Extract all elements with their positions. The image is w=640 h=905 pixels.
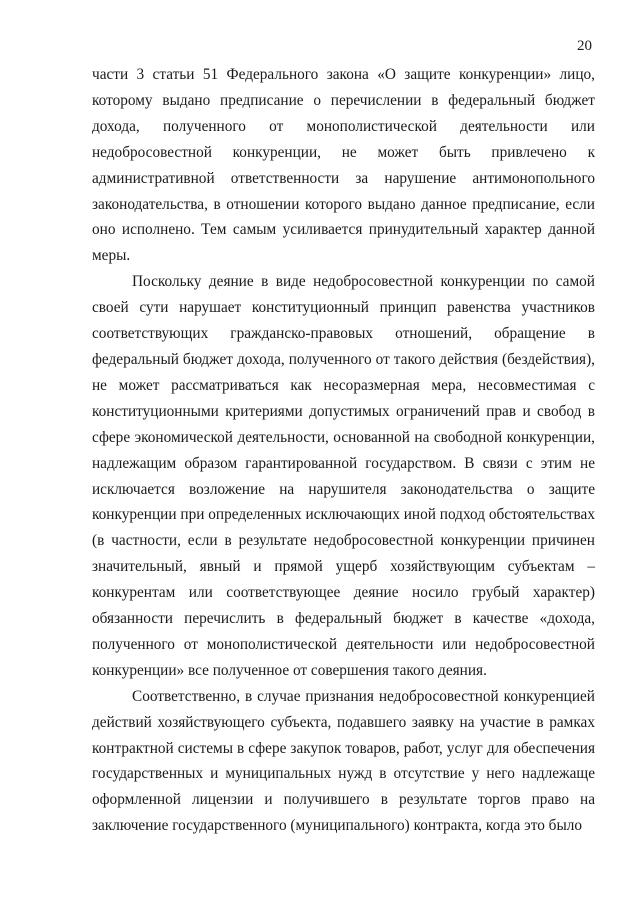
paragraph-continuation: части 3 статьи 51 Федерального закона «О защите конкуренции» лицо, которому выдано предписание о перечислении в федеральный бюджет дохода, полученного от монополистической деятельности или недобросовестной конкуренции, не может быть привлечено к административной ответственности за нарушение антимонопольного законодательства, в отношении которого выдано данное предписание, если оно исполнено. Тем самым усиливается принудительный характер данной меры. xyxy=(92,66,595,265)
paragraph: Соответственно, в случае признания недобросовестной конкуренцией действий хозяйствующего субъекта, подавшего заявку на участие в рамках контрактной системы в сфере закупок товаров, работ, услуг для обеспечения государственных и муниципальных нужд в отсутствие у него надлежаще оформленной лицензии и получившего в результате торгов право на заключение государственного (муниципального) контракта, когда это было xyxy=(92,687,595,835)
paragraph: Поскольку деяние в виде недобросовестной конкуренции по самой своей сути нарушает конституционный принцип равенства участников соответствующих гражданско-правовых отношений, обращение в федеральный бюджет дохода, полученного от такого действия (бездействия), не может рассматриваться как несоразмерная мера, несовместимая с конституционными критериями допустимых ограничений прав и свобод в сфере экономической деятельности, основанной на свободной конкуренции, надлежащим образом гарантированной государством. В связи с этим не исключается возложение на нарушителя законодательства о защите конкуренции при определенных исключающих иной подход обстоятельствах (в частности, если в результате недобросовестной конкуренции причинен значительный, явный и прямой ущерб хозяйствующим субъектам – конкурентам или соответствующее деяние носило грубый характер) обязанности перечислить в федеральный бюджет в качестве «дохода, полученного от монополистической деятельности или недобросовестной конкуренции» все полученное от совершения такого деяния. xyxy=(92,273,595,679)
body-text xyxy=(92,62,595,839)
page-number: 20 xyxy=(577,38,592,54)
